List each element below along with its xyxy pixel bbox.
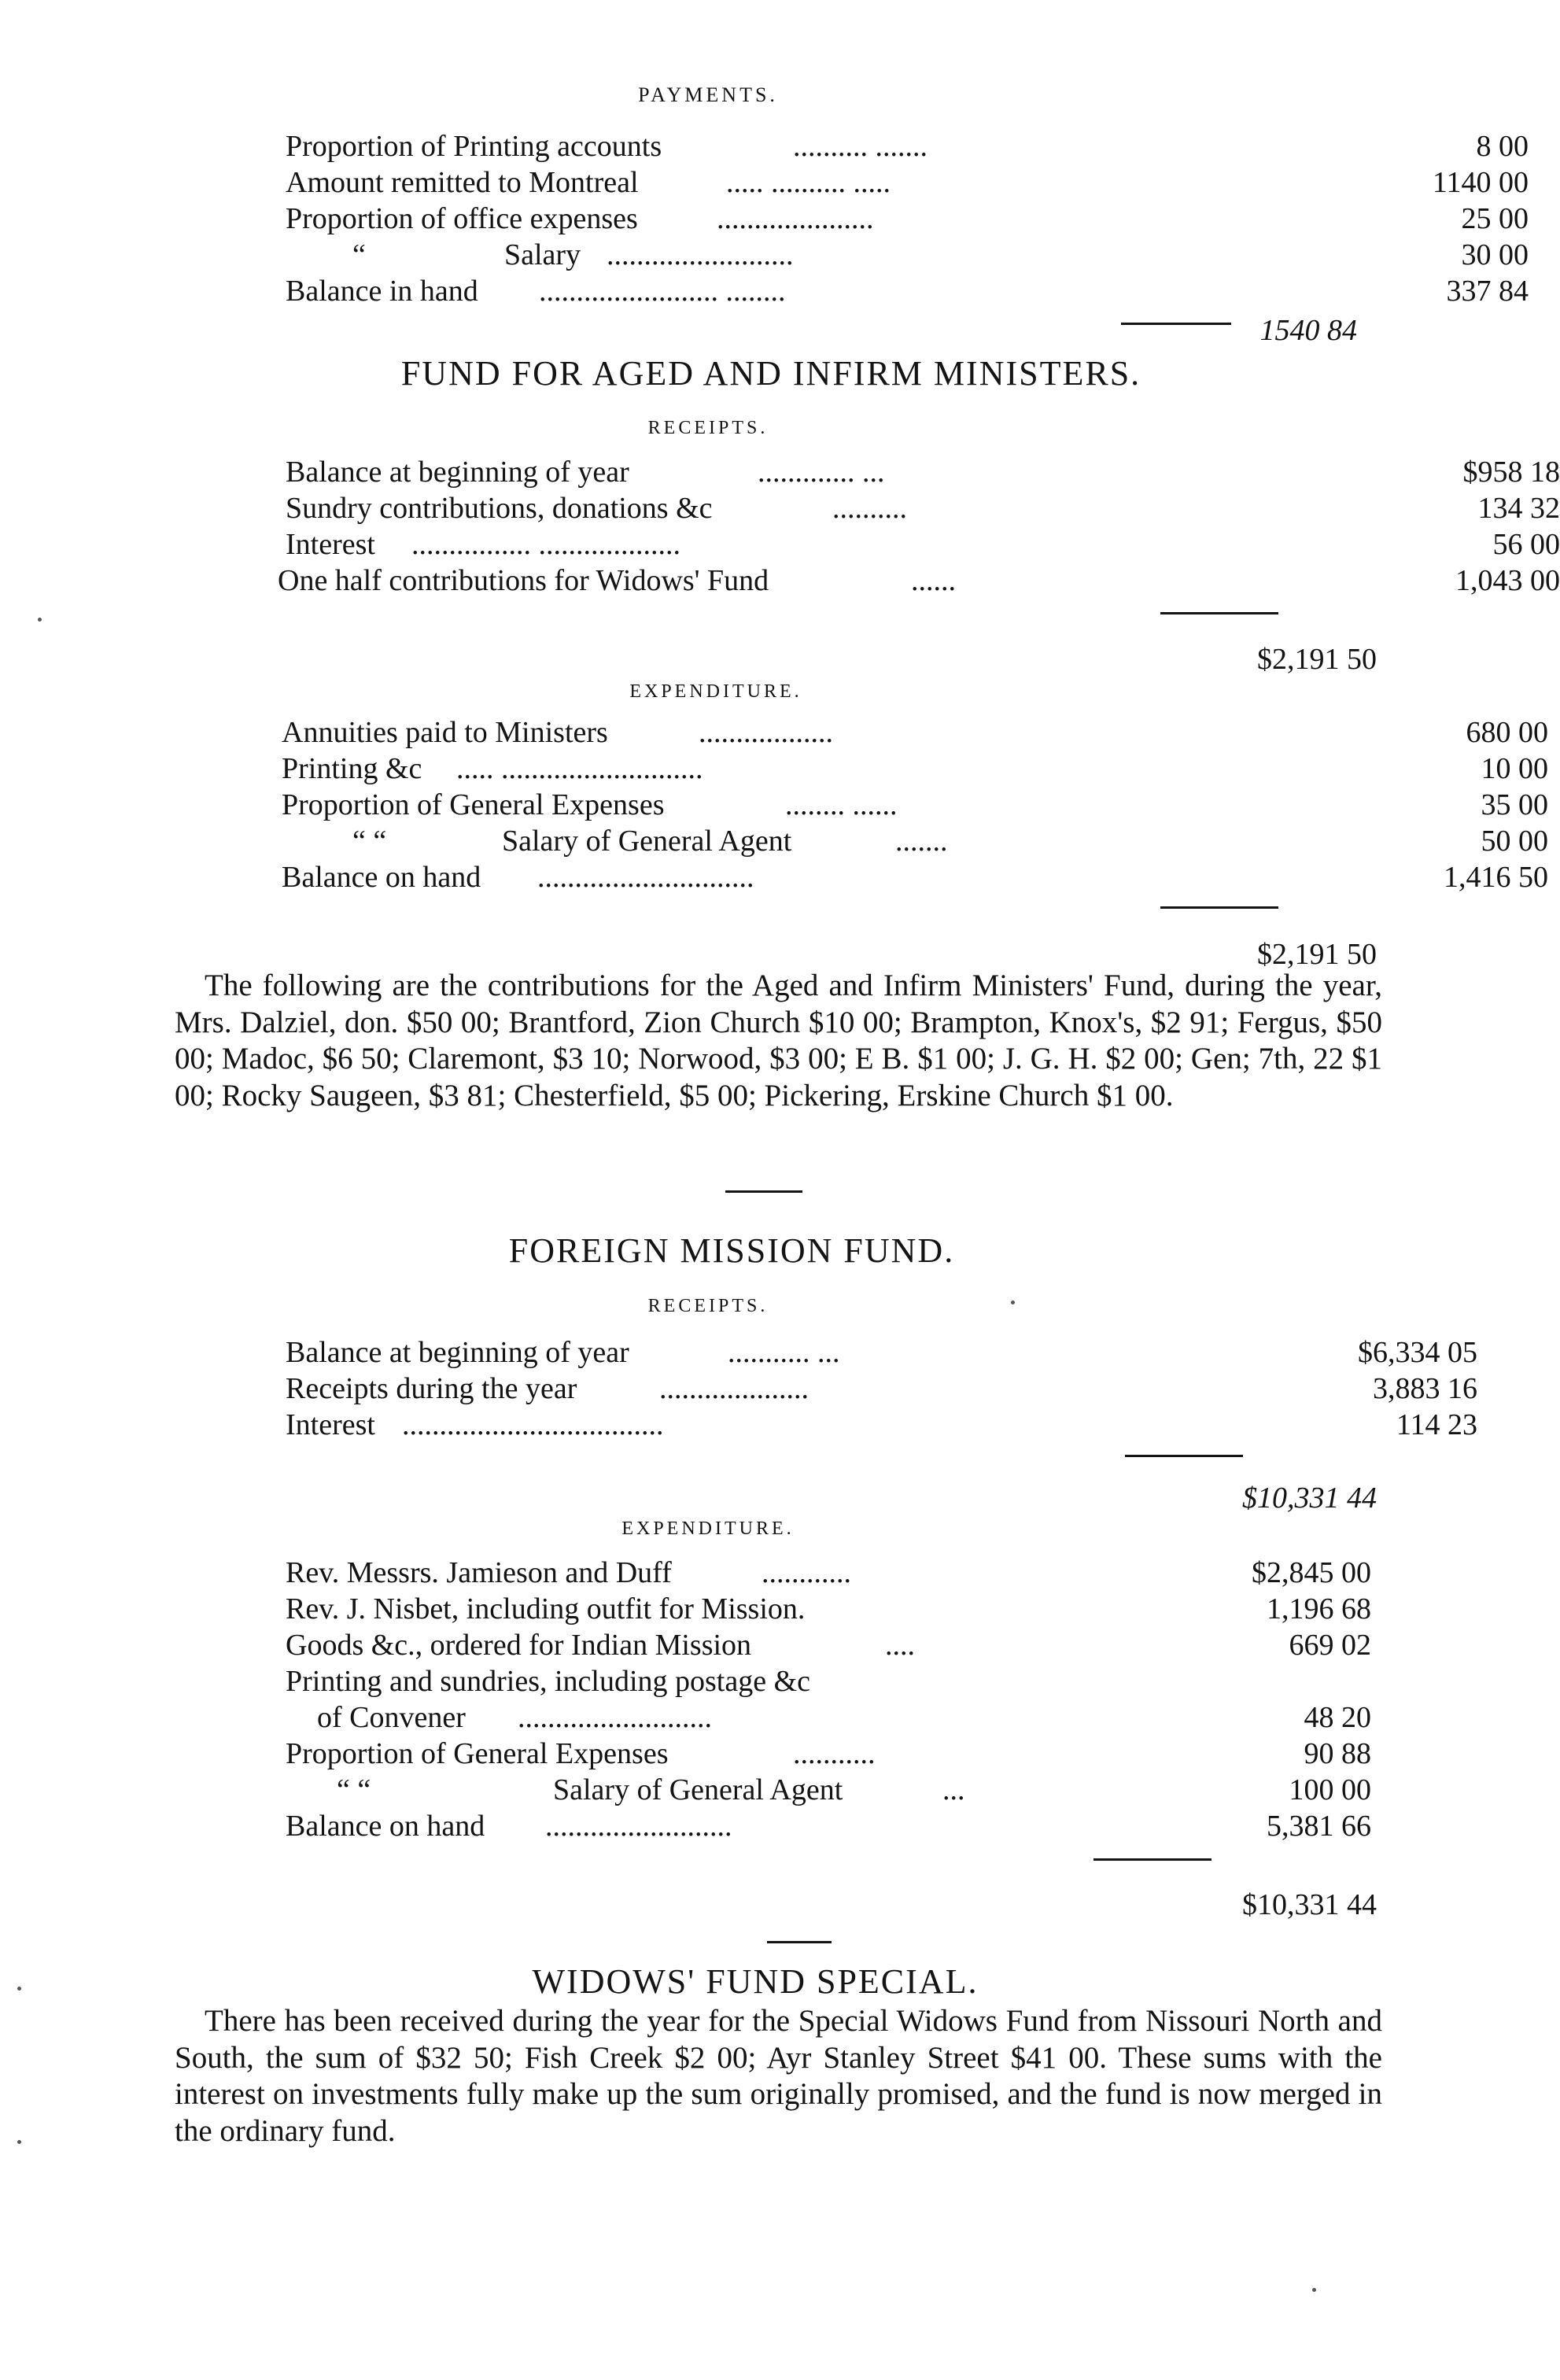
dot-leader: ............ (762, 1556, 851, 1589)
entry-label: Printing and sundries, including postage &c (286, 1665, 811, 1698)
entry-label: Rev. Messrs. Jamieson and Duff (286, 1556, 672, 1589)
receipts-heading: RECEIPTS. (647, 1296, 769, 1316)
ledger-row (286, 1368, 1477, 1409)
entry-label: Interest (286, 1408, 375, 1441)
ledger-row (286, 1625, 1371, 1666)
entry-amount: 50 00 (1481, 825, 1548, 858)
entry-amount: 30 00 (1461, 238, 1529, 271)
sum-rule (1160, 612, 1278, 614)
dot-leader: ........... ... (728, 1336, 840, 1369)
entry-label: Balance at beginning of year (286, 1336, 629, 1369)
ledger-row (286, 524, 1560, 565)
entry-amount: 5,381 66 (1267, 1810, 1371, 1843)
entry-amount: 1,416 50 (1444, 861, 1548, 894)
ledger-row (286, 234, 1529, 275)
entry-label: Salary of General Agent (553, 1773, 843, 1806)
widows-paragraph: There has been received during the year for the Special Widows Fund from Nissouri North and South, the sum of $32 50; Fish Creek $2 00; Ayr Stanley Street $41 00. These sums with the interest on investments fully make up the sum originally promised, and the fund is now merged in the ordinary fund. (175, 2004, 1382, 2148)
section-title-aged-fund: FUND FOR AGED AND INFIRM MINISTERS. (400, 354, 1141, 393)
entry-label: Interest (286, 528, 375, 561)
payments-total: 1540 84 (1259, 314, 1357, 347)
entry-amount: 669 02 (1289, 1629, 1371, 1662)
dot-leader: ........ ...... (785, 788, 898, 821)
entry-label: Balance on hand (286, 1810, 485, 1843)
sum-rule (1093, 1858, 1211, 1861)
entry-label: Balance at beginning of year (286, 456, 629, 489)
entry-label: Salary (504, 238, 581, 271)
entry-label: Balance on hand (282, 861, 481, 894)
ledger-row (286, 126, 1529, 167)
payments-heading: PAYMENTS. (638, 83, 778, 106)
ledger-row (282, 748, 1548, 789)
entry-label: Rev. J. Nisbet, including outfit for Mission. (286, 1592, 806, 1625)
entry-label: Goods &c., ordered for Indian Mission (286, 1629, 752, 1662)
scan-speck (38, 618, 42, 622)
entry-amount: 114 23 (1396, 1408, 1477, 1441)
entry-label: Proportion of Printing accounts (286, 130, 662, 163)
ditto-mark: “ “ (352, 825, 387, 858)
ditto-mark: “ “ (337, 1773, 371, 1806)
ledger-row (286, 488, 1560, 529)
entry-amount: 1,043 00 (1455, 564, 1560, 597)
entry-label: One half contributions for Widows' Fund (278, 564, 769, 597)
scan-speck (17, 1987, 21, 1991)
dot-leader: ..... ........................... (456, 752, 703, 785)
entry-amount: 8 00 (1476, 130, 1529, 163)
ledger-row (282, 857, 1548, 898)
entry-amount: 56 00 (1492, 528, 1560, 561)
dot-leader: ....... (895, 825, 948, 858)
entry-label: of Convener (317, 1701, 466, 1734)
entry-label: Proportion of office expenses (286, 202, 638, 235)
section-title-foreign-mission: FOREIGN MISSION FUND. (508, 1231, 955, 1270)
ledger-row (286, 1697, 1371, 1738)
scan-speck (1011, 1301, 1015, 1304)
dot-leader: ........... (793, 1737, 876, 1770)
entry-amount: 3,883 16 (1373, 1372, 1477, 1405)
ledger-row (282, 712, 1548, 753)
dot-leader: .......... (832, 492, 907, 525)
section-divider (767, 1941, 832, 1943)
scan-speck (17, 2140, 21, 2144)
entry-amount: 134 32 (1477, 492, 1560, 525)
ledger-row (286, 452, 1560, 493)
sum-rule (1125, 1455, 1243, 1457)
expenditure-heading: EXPENDITURE. (621, 1518, 795, 1539)
dot-leader: ............................. (537, 861, 754, 894)
ledger-row (286, 1806, 1371, 1847)
ledger-row (286, 271, 1529, 312)
expenditure-total: $10,331 44 (1242, 1888, 1377, 1921)
sum-rule (1121, 323, 1231, 325)
entry-amount: 680 00 (1466, 716, 1548, 749)
ledger-row (286, 1332, 1477, 1373)
dot-leader: .... (885, 1629, 915, 1662)
dot-leader: .......... ....... (793, 130, 928, 163)
ledger-row (286, 1769, 1371, 1810)
dot-leader: ... (942, 1773, 965, 1806)
scan-speck (1312, 2288, 1316, 2292)
entry-label: Annuities paid to Ministers (282, 716, 608, 749)
entry-amount: $6,334 05 (1358, 1336, 1477, 1369)
entry-amount: $958 18 (1462, 456, 1560, 489)
entry-amount: 48 20 (1304, 1701, 1371, 1734)
ledger-row (278, 560, 1560, 601)
receipts-total: $2,191 50 (1257, 643, 1377, 676)
entry-amount: 337 84 (1446, 275, 1529, 308)
dot-leader: ..... .......... ..... (726, 166, 891, 199)
entry-label: Salary of General Agent (502, 825, 792, 858)
entry-label: Sundry contributions, donations &c (286, 492, 713, 525)
entry-label: Printing &c (282, 752, 422, 785)
entry-label: Proportion of General Expenses (286, 1737, 669, 1770)
receipts-total: $10,331 44 (1242, 1482, 1377, 1515)
ledger-row (286, 1589, 1371, 1629)
ledger-row (286, 162, 1529, 203)
ledger-row (286, 1404, 1477, 1445)
ditto-mark: “ (352, 238, 366, 271)
dot-leader: .......................... (518, 1701, 712, 1734)
dot-leader: .................... (659, 1372, 809, 1405)
entry-amount: 100 00 (1289, 1773, 1371, 1806)
entry-label: Amount remitted to Montreal (286, 166, 639, 199)
dot-leader: ................................... (402, 1408, 664, 1441)
section-title-widows-fund: WIDOWS' FUND SPECIAL. (532, 1962, 979, 2001)
expenditure-total: $2,191 50 (1257, 938, 1377, 971)
entry-amount: $2,845 00 (1252, 1556, 1371, 1589)
entry-label: Balance in hand (286, 275, 478, 308)
sum-rule (1160, 906, 1278, 909)
entry-amount: 90 88 (1304, 1737, 1371, 1770)
contributions-paragraph: The following are the contributions for the Aged and Infirm Ministers' Fund, during the year, Mrs. Dalziel, don. $50 00; Brantford, Zion Church $10 00; Brampton, Knox's, $2 91; Fergus, $50 00; Madoc, $6 50; Claremont, $3 10; Norwood, $3 00; E B. $1 00; J. G. H. $2 00; Gen; 7th, 22 $1 00; Rocky Saugeen, $3 81; Chesterfield, $5 00; Pickering, Erskine Church $1 00. (175, 969, 1382, 1113)
entry-amount: 35 00 (1481, 788, 1548, 821)
ledger-row (286, 1661, 1285, 1702)
dot-leader: .................. (699, 716, 833, 749)
expenditure-heading: EXPENDITURE. (629, 681, 802, 702)
dot-leader: ......................... (545, 1810, 732, 1843)
receipts-heading: RECEIPTS. (647, 418, 769, 438)
entry-amount: 1,196 68 (1267, 1592, 1371, 1625)
entry-label: Receipts during the year (286, 1372, 577, 1405)
ledger-row (286, 198, 1529, 239)
dot-leader: ......................... (607, 238, 794, 271)
entry-amount: 25 00 (1461, 202, 1529, 235)
dot-leader: ..................... (717, 202, 874, 235)
dot-leader: ........................ ........ (539, 275, 786, 308)
dot-leader: ............. ... (758, 456, 885, 489)
entry-amount: 10 00 (1481, 752, 1548, 785)
entry-label: Proportion of General Expenses (282, 788, 665, 821)
dot-leader: ................ ................... (411, 528, 680, 561)
dot-leader: ...... (911, 564, 956, 597)
ledger-row (286, 1733, 1371, 1774)
entry-amount: 1140 00 (1432, 166, 1529, 199)
section-divider (725, 1190, 802, 1193)
ledger-row (282, 821, 1548, 862)
ledger-row (282, 784, 1548, 825)
ledger-row (286, 1552, 1371, 1593)
